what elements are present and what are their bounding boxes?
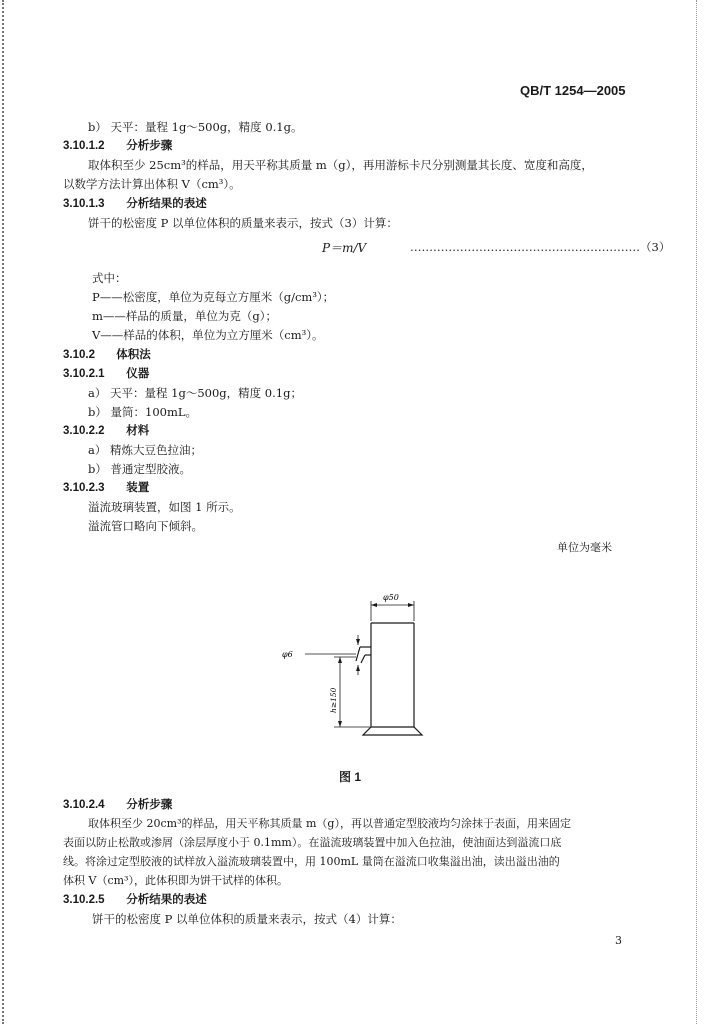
scan-edge-left: [2, 0, 5, 1024]
section-title: 装置: [126, 482, 150, 494]
section-title: 分析步骤: [126, 140, 173, 152]
section-heading: [63, 480, 149, 496]
section-number: 3.10.1.3: [63, 198, 105, 210]
section-title: 体积法: [116, 349, 151, 361]
section-number: 3.10.2.4: [63, 799, 105, 811]
section-heading: [63, 892, 207, 908]
page-number: 3: [615, 934, 622, 947]
section-number: 3.10.2.1: [63, 368, 105, 380]
base: [363, 727, 422, 735]
section-heading: [63, 138, 172, 154]
symbol-definition: V——样品的体积，单位为立方厘米（cm³）。: [92, 328, 324, 342]
paragraph-line: 饼干的松密度 P 以单位体积的质量来表示，按式（3）计算：: [88, 216, 398, 230]
spout-lip-lower: [361, 655, 365, 663]
section-number: 3.10.2.3: [63, 482, 105, 494]
paragraph-line: 线。将涂过定型胶液的试样放入溢流玻璃装置中，用 100mL 量筒在溢流口收集溢出油，读出溢出油的: [63, 855, 560, 868]
paragraph-line: 体积 V（cm³），此体积即为饼干试样的体积。: [63, 874, 288, 887]
formula-3: P＝m/V: [322, 241, 367, 255]
section-heading: [63, 347, 151, 363]
section-number: 3.10.1.2: [63, 140, 105, 152]
list-item: b） 普通定型胶液。: [88, 462, 192, 476]
paragraph-line: 溢流玻璃装置，如图 1 所示。: [88, 500, 241, 514]
where-label: 式中：: [92, 271, 127, 285]
label-d6: φ6: [282, 650, 293, 659]
list-item: a） 精炼大豆色拉油；: [88, 443, 203, 457]
section-number: 3.10.2.2: [63, 425, 105, 437]
list-item: b） 量筒：100mL。: [88, 405, 198, 419]
unit-note: 单位为毫米: [557, 541, 612, 554]
list-item: a） 天平：量程 1g～500g，精度 0.1g；: [88, 386, 302, 400]
section-heading: [63, 797, 172, 813]
paragraph-line: 饼干的松密度 P 以单位体积的质量来表示，按式（4）计算：: [92, 912, 402, 926]
section-title: 材料: [126, 425, 150, 437]
scale-spec-line: b） 天平：量程 1g～500g，精度 0.1g。: [88, 120, 303, 134]
section-title: 仪器: [126, 368, 150, 380]
standard-number: QB/T 1254—2005: [520, 83, 626, 98]
section-heading: [63, 196, 207, 212]
section-number: 3.10.2: [63, 349, 95, 361]
section-number: 3.10.2.5: [63, 894, 105, 906]
symbol-definition: P——松密度，单位为克每立方厘米（g/cm³）；: [92, 290, 335, 304]
section-title: 分析结果的表述: [126, 198, 207, 210]
section-heading: [63, 423, 149, 439]
label-d50: φ50: [383, 593, 399, 602]
symbol-definition: m——样品的质量，单位为克（g）；: [92, 309, 278, 323]
figure-caption: 图 1: [339, 770, 362, 784]
section-title: 分析结果的表述: [126, 894, 207, 906]
label-h: h≥150: [329, 687, 338, 713]
paragraph-line: 取体积至少 25cm³的样品，用天平称其质量 m（g），再用游标卡尺分别测量其长度、宽度和高度，: [88, 158, 593, 172]
paragraph-line: 溢流管口略向下倾斜。: [88, 519, 203, 533]
paragraph-line: 取体积至少 20cm³的样品，用天平称其质量 m（g），再以普通定型胶液均匀涂抹于表面，用来固定: [88, 817, 571, 830]
scan-edge-right: [696, 0, 698, 1024]
spout-lip: [356, 647, 360, 661]
formula-3-number: ……………………………………………………（3）: [410, 240, 671, 254]
section-title: 分析步骤: [126, 799, 173, 811]
section-heading: [63, 366, 149, 382]
overflow-apparatus-figure: [270, 585, 450, 765]
paragraph-line: 以数学方法计算出体积 V（cm³）。: [63, 177, 241, 191]
paragraph-line: 表面以防止松散或渗屑（涂层厚度小于 0.1mm）。在溢流玻璃装置中加入色拉油，使油面达到溢流口底: [63, 836, 562, 849]
